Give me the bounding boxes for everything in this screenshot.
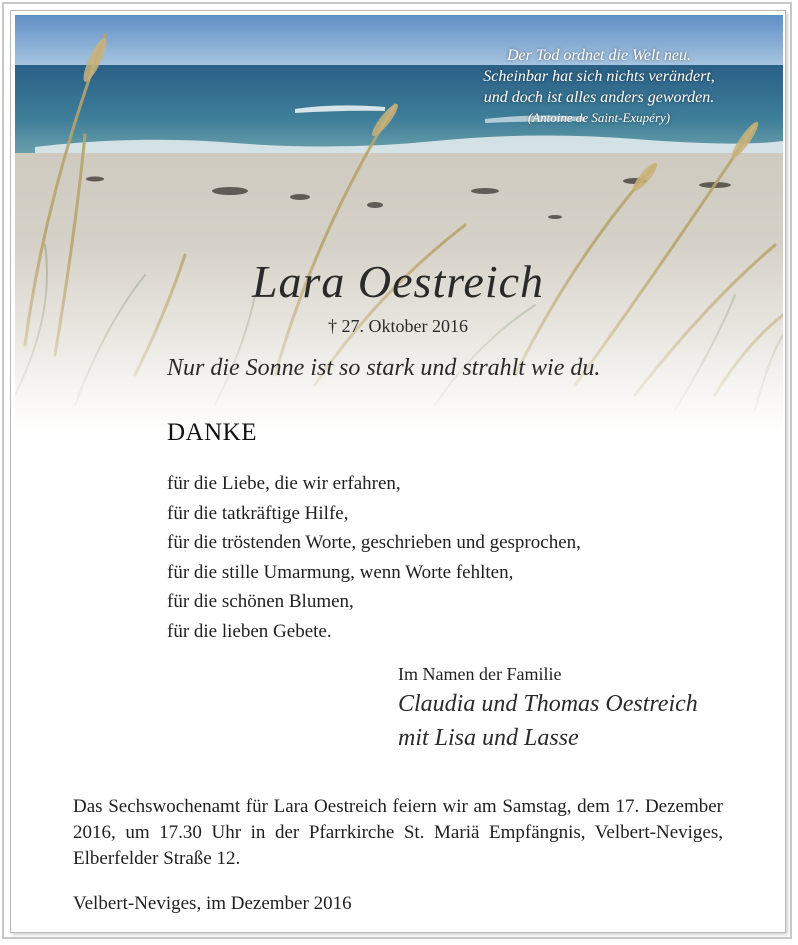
epigraph-line-1: Der Tod ordnet die Welt neu. bbox=[507, 47, 691, 64]
family-names-line-2: mit Lisa und Lasse bbox=[398, 725, 579, 751]
thanks-item: für die stille Umarmung, wenn Worte fehlten, bbox=[167, 561, 514, 583]
thanks-item: für die Liebe, die wir erfahren, bbox=[167, 473, 401, 494]
thanks-list bbox=[167, 469, 581, 646]
epigraph-quote bbox=[439, 45, 759, 128]
thanks-item: für die lieben Gebete. bbox=[167, 620, 332, 642]
signoff-intro: Im Namen der Familie bbox=[398, 664, 562, 684]
family-names-line-1: Claudia und Thomas Oestreich bbox=[398, 691, 698, 717]
motto: Nur die Sonne ist so stark und strahlt wie du. bbox=[167, 355, 601, 381]
family-signoff bbox=[398, 661, 698, 755]
epigraph-line-2: Scheinbar hat sich nichts verändert, bbox=[483, 68, 715, 85]
epigraph-author: (Antoine de Saint-Exupéry) bbox=[527, 110, 671, 125]
epigraph-line-3: und doch ist alles anders geworden. bbox=[483, 89, 715, 106]
thanks-item: für die tatkräftige Hilfe, bbox=[167, 502, 349, 524]
thanks-item: für die tröstenden Worte, geschrieben und gesprochen, bbox=[167, 532, 581, 553]
place-and-date: Velbert-Neviges, im Dezember 2016 bbox=[73, 893, 352, 914]
thanks-heading: DANKE bbox=[167, 419, 257, 446]
thanks-item: für die schönen Blumen, bbox=[167, 591, 354, 612]
obituary-card bbox=[10, 10, 786, 933]
memorial-service-note: Das Sechswochenamt für Lara Oestreich feiern wir am Samstag, dem 17. Dezember 2016, um 17.30 Uhr in der Pfarrkirche St. Mariä Empfängnis, Velbert-Neviges, Elberfelder Straße 12. bbox=[73, 796, 723, 869]
deceased-name: Lara Oestreich bbox=[251, 256, 545, 307]
death-date: † 27. Oktober 2016 bbox=[328, 316, 468, 336]
